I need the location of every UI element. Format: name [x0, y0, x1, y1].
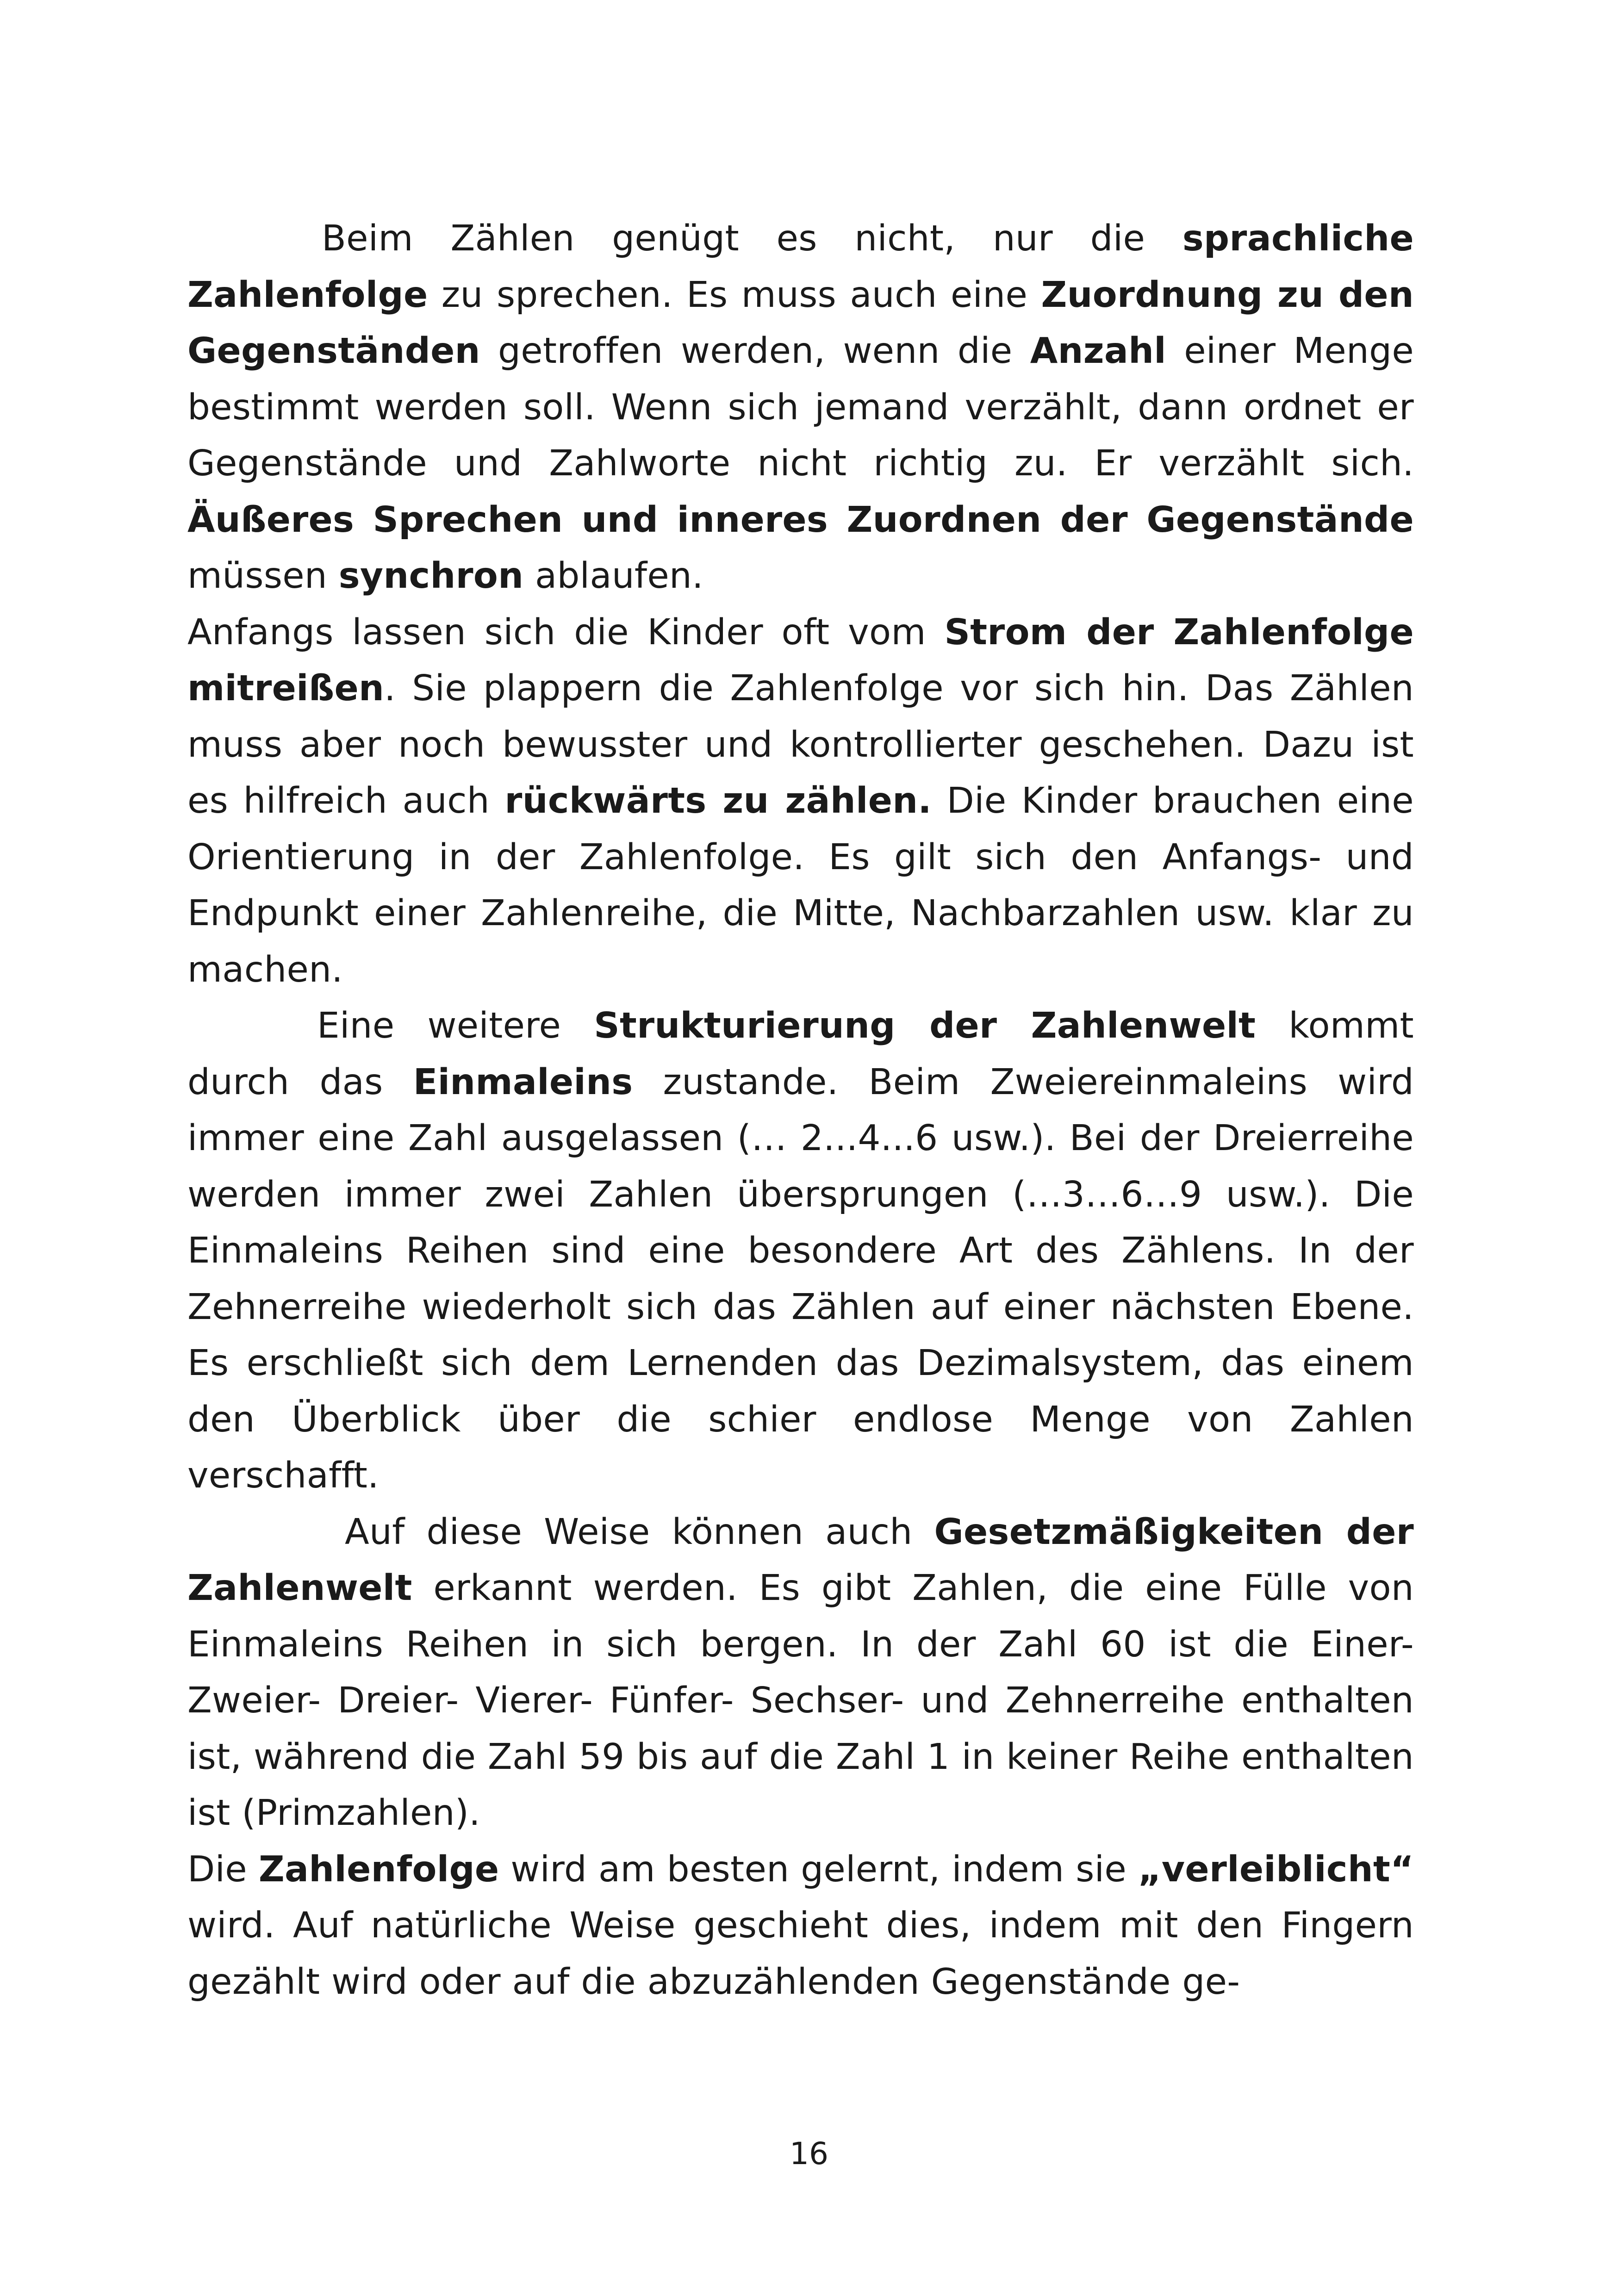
- text-run: wird am besten gelernt, indem sie: [499, 1848, 1138, 1890]
- bold-phrase: Strukturierung der Zahlenwelt: [594, 1005, 1256, 1046]
- text-run: ablaufen.: [523, 555, 703, 597]
- text-run: erkannt werden. Es gibt Zahlen, die eine Fülle von Einmaleins Reihen in sich bergen. In der Zahl 60 ist die Einer- Zweier- Dreier- Vierer- Fünfer- Sechser- und Zehnerreihe enthalten ist, während die Zahl 59 bis auf die Zahl 1 in keiner Reihe enthalten ist (Primzahlen).: [187, 1568, 1414, 1834]
- text-run: Beim Zählen genügt es nicht, nur die: [322, 218, 1182, 259]
- bold-phrase: Zahlenfolge: [258, 1848, 499, 1890]
- text-run: müssen: [187, 555, 339, 597]
- body-text: [187, 211, 1414, 2010]
- page-number: 16: [790, 2136, 828, 2172]
- text-run: zustande. Beim Zweiereinmaleins wird immer eine Zahl ausgelassen (… 2...4...6 usw.). Bei der Dreierreihe werden immer zwei Zahlen übersprungen (…3…6…9 usw.). Die Einmaleins Reihen sind eine besondere Art des Zählens. In der Zehnerreihe wiederholt sich das Zählen auf einer nächsten Ebene. Es erschließt sich dem Lernenden das Dezimalsystem, das einem den Überblick über die schier endlose Menge von Zahlen verschafft.: [187, 1061, 1414, 1496]
- bold-phrase: synchron: [338, 555, 524, 597]
- text-run: Eine weitere: [317, 1005, 594, 1046]
- text-run: getroffen werden, wenn die: [480, 330, 1030, 372]
- paragraph: [187, 1842, 1414, 2010]
- text-run: Anfangs lassen sich die Kinder oft vom: [187, 611, 945, 653]
- paragraph: [187, 1504, 1414, 1842]
- bold-phrase: Gesetzmäßigkeiten der Zahlenwelt: [187, 1511, 1414, 1609]
- paragraph: [187, 998, 1414, 1504]
- paragraph: [187, 211, 1414, 604]
- bold-phrase: sprachliche Zahlenfolge: [187, 218, 1414, 316]
- paragraph: [187, 604, 1414, 998]
- bold-phrase: Äußeres Sprechen und inneres Zuordnen der Gegenstände: [187, 499, 1414, 541]
- bold-phrase: Strom der Zahlenfolge mitreißen: [187, 611, 1414, 709]
- bold-phrase: Anzahl: [1030, 330, 1166, 372]
- bold-phrase: Zuordnung zu den Gegenständen: [187, 274, 1414, 372]
- bold-phrase: „verleiblicht“: [1138, 1848, 1414, 1890]
- bold-phrase: Einmaleins: [413, 1061, 633, 1103]
- text-run: einer Menge bestimmt werden soll. Wenn sich jemand verzählt, dann ordnet er Gegenstände und Zahlworte nicht richtig zu. Er verzählt sich.: [187, 330, 1414, 484]
- bold-phrase: rückwärts zu zählen.: [504, 780, 932, 821]
- text-run: kommt durch das: [187, 1005, 1414, 1103]
- text-run: zu sprechen. Es muss auch eine: [428, 274, 1041, 316]
- text-run: Die Kinder brauchen eine Orientierung in der Zahlenfolge. Es gilt sich den Anfangs- und Endpunkt einer Zahlenreihe, die Mitte, Nachbarzahlen usw. klar zu machen.: [187, 780, 1414, 990]
- text-run: Auf diese Weise können auch: [345, 1511, 934, 1553]
- text-run: wird. Auf natürliche Weise geschieht dies, indem mit den Fingern gezählt wird oder auf die abzuzählenden Gegenstände ge-: [187, 1905, 1414, 2003]
- text-run: . Sie plappern die Zahlenfolge vor sich hin. Das Zählen muss aber noch bewusster und kontrollierter geschehen. Dazu ist es hilfreich auch: [187, 668, 1414, 821]
- text-run: Die: [187, 1848, 259, 1890]
